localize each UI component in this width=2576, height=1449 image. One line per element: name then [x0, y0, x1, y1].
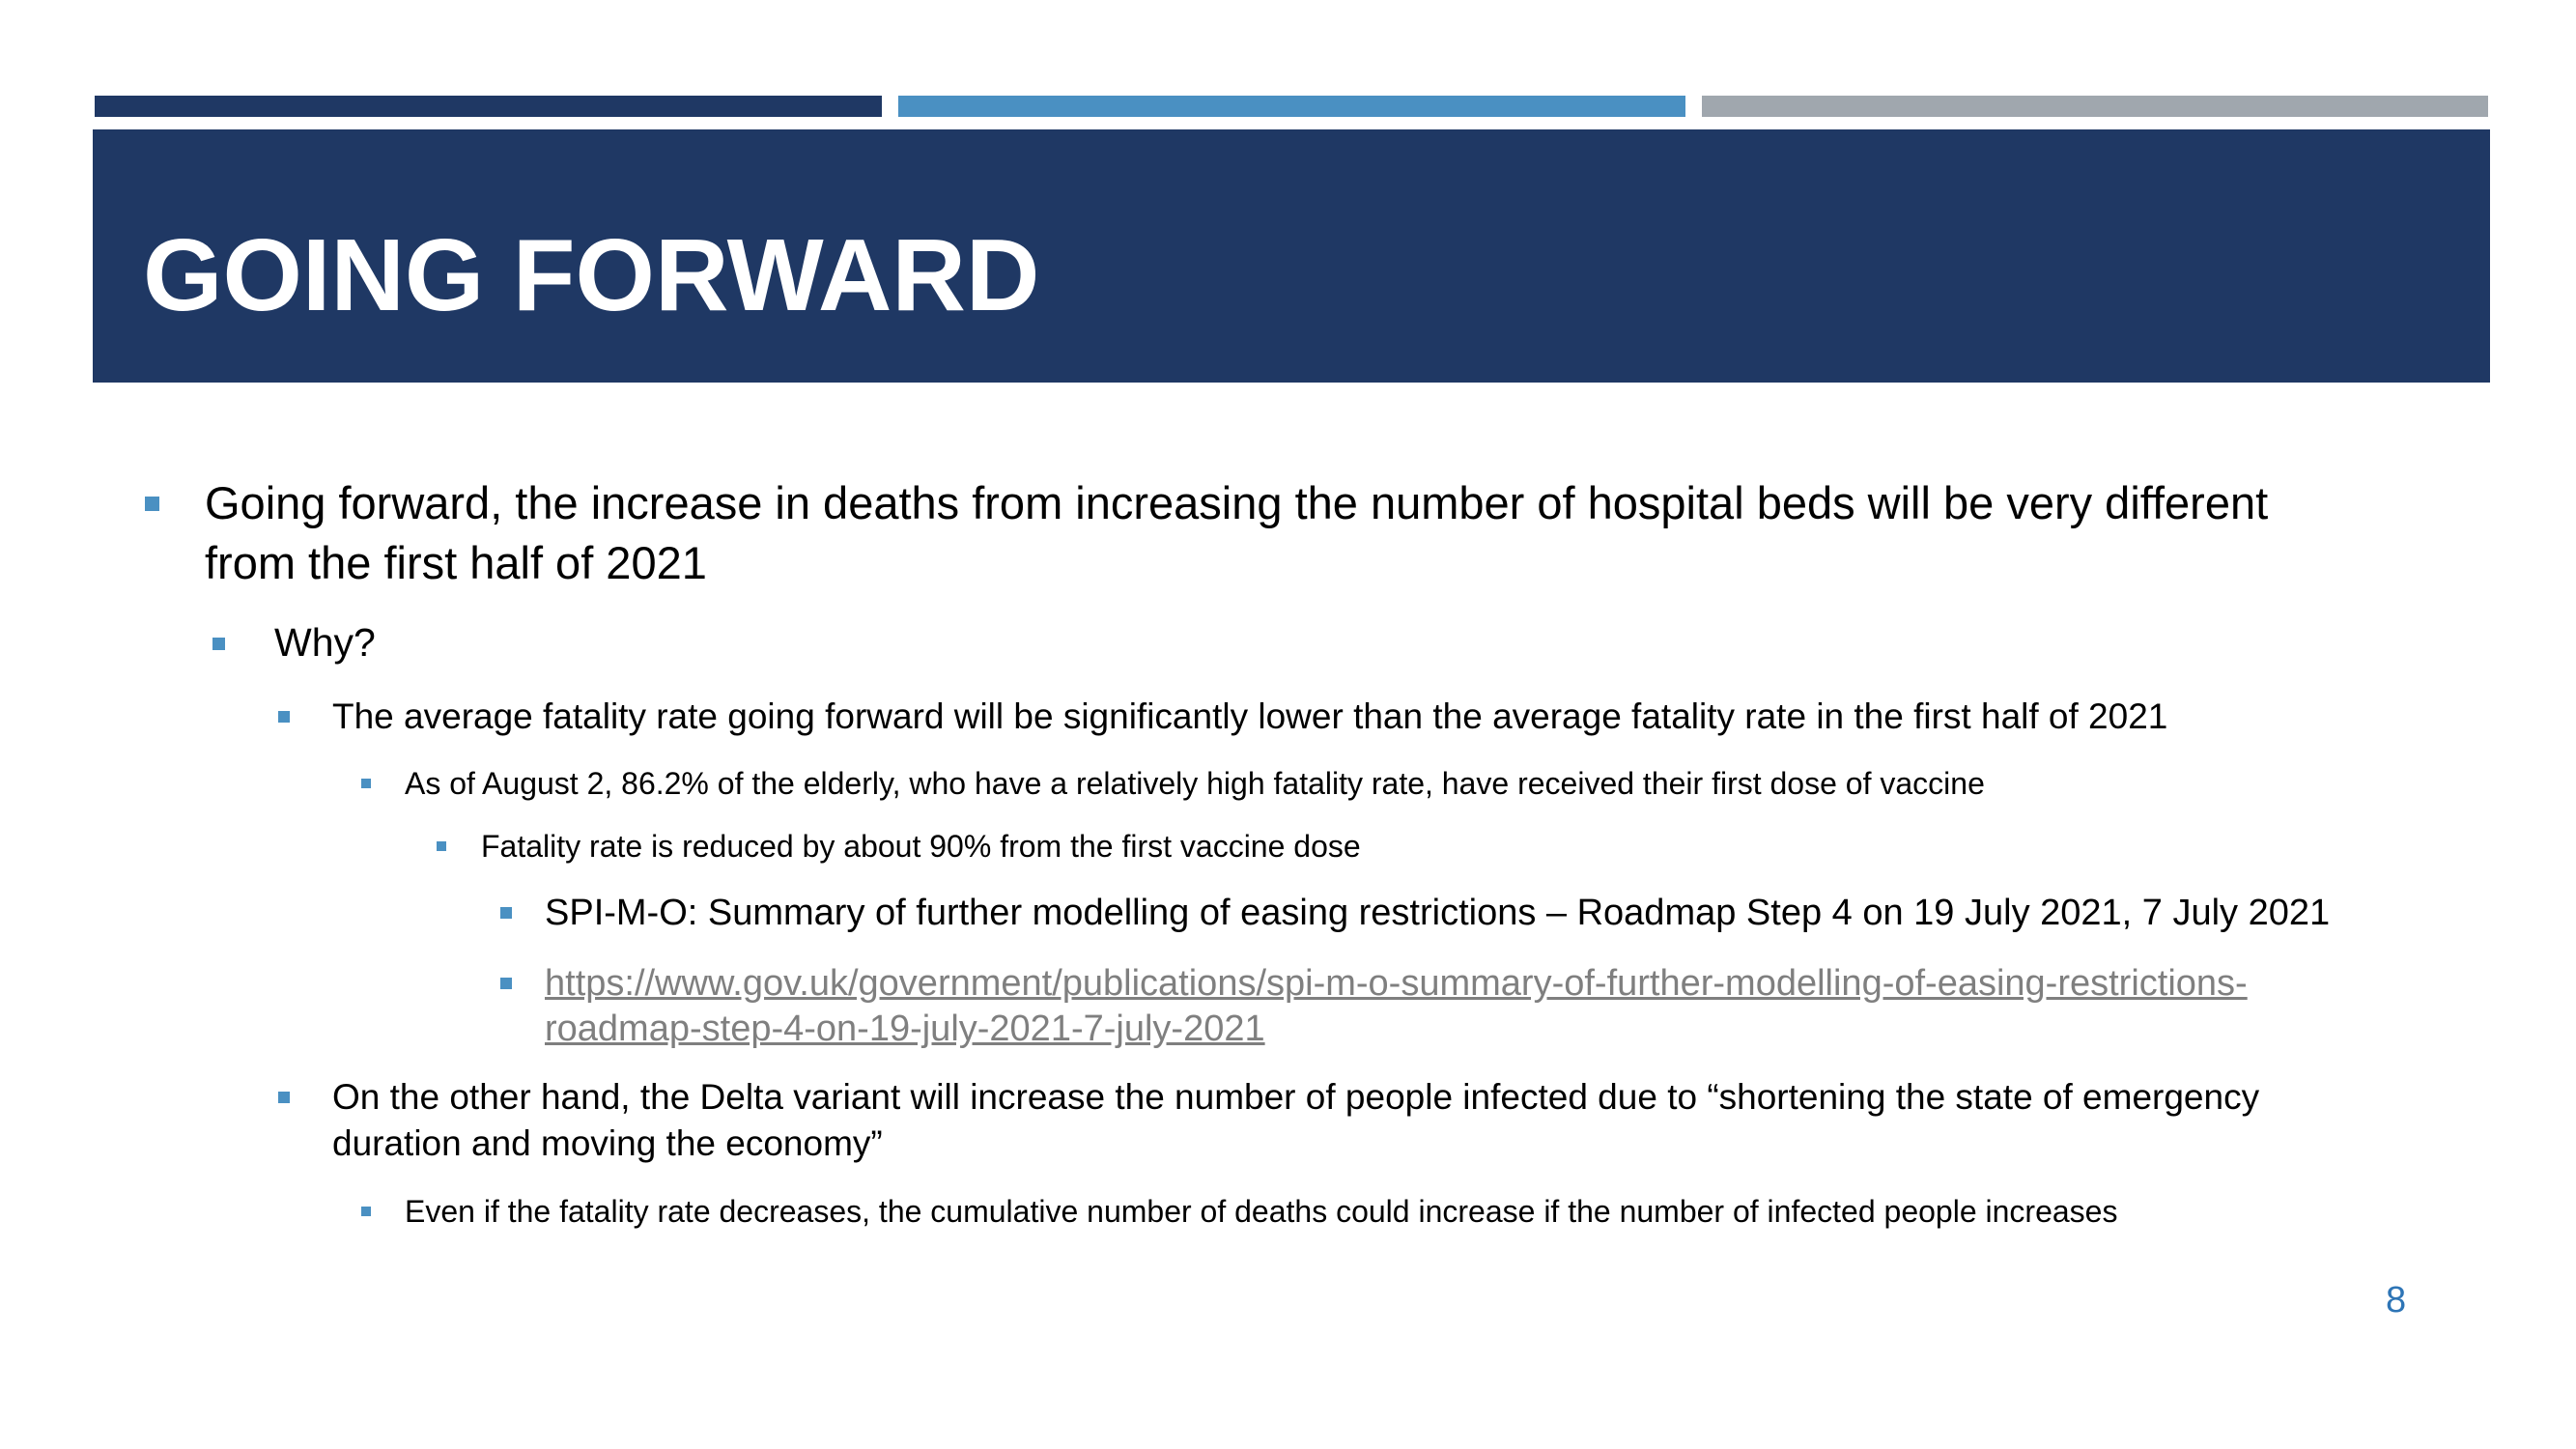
- square-bullet-icon: [500, 907, 512, 919]
- title-band: [93, 129, 2490, 383]
- bullet-line: Why?: [274, 620, 376, 665]
- accent-bar-blue: [898, 96, 1685, 117]
- bullet-line: Even if the fatality rate decreases, the cumulative number of deaths could increase if the number of infected people increases: [405, 1194, 2118, 1229]
- bullet-level-3: [332, 1074, 2259, 1167]
- bullet-line: The average fatality rate going forward will be significantly lower than the average fatality rate in the first half of 2021: [332, 696, 2168, 736]
- bullet-line: As of August 2, 86.2% of the elderly, who have a relatively high fatality rate, have received their first dose of vaccine: [405, 766, 1985, 801]
- bullet-level-4: [405, 764, 1985, 803]
- accent-bar-dark: [95, 96, 882, 117]
- square-bullet-icon: [145, 497, 159, 511]
- square-bullet-icon: [361, 779, 371, 788]
- page-number: 8: [2386, 1280, 2407, 1321]
- bullet-line: Fatality rate is reduced by about 90% from the first vaccine dose: [481, 829, 1361, 864]
- bullet-level-6: [545, 890, 2330, 936]
- square-bullet-icon: [212, 638, 225, 650]
- square-bullet-icon: [278, 1092, 290, 1103]
- bullet-level-6-link: [545, 961, 2248, 1052]
- accent-bar-gray: [1702, 96, 2488, 117]
- bullet-line: from the first half of 2021: [205, 537, 707, 588]
- square-bullet-icon: [361, 1207, 371, 1216]
- square-bullet-icon: [437, 841, 446, 851]
- bullet-line: Going forward, the increase in deaths from increasing the number of hospital beds will be very different: [205, 477, 2269, 528]
- bullet-level-2: [274, 616, 376, 668]
- bullet-line: SPI-M-O: Summary of further modelling of easing restrictions – Roadmap Step 4 on 19 July 2021, 7 July 2021: [545, 893, 2331, 933]
- source-link[interactable]: https://www.gov.uk/government/publications/spi-m-o-summary-of-further-modelling-of-easing-restrictions-: [545, 963, 2248, 1004]
- square-bullet-icon: [278, 711, 290, 723]
- source-link[interactable]: roadmap-step-4-on-19-july-2021-7-july-2021: [545, 1009, 1265, 1049]
- bullet-level-1: [205, 473, 2268, 593]
- square-bullet-icon: [500, 978, 512, 989]
- bullet-level-4: [405, 1192, 2117, 1231]
- bullet-level-5: [481, 827, 1361, 866]
- bullet-level-3: [332, 694, 2167, 740]
- page-title: GOING FORWARD: [143, 218, 1040, 332]
- bullet-line: duration and moving the economy”: [332, 1123, 883, 1163]
- bullet-line: On the other hand, the Delta variant will increase the number of people infected due to “shortening the state of emergency: [332, 1077, 2260, 1117]
